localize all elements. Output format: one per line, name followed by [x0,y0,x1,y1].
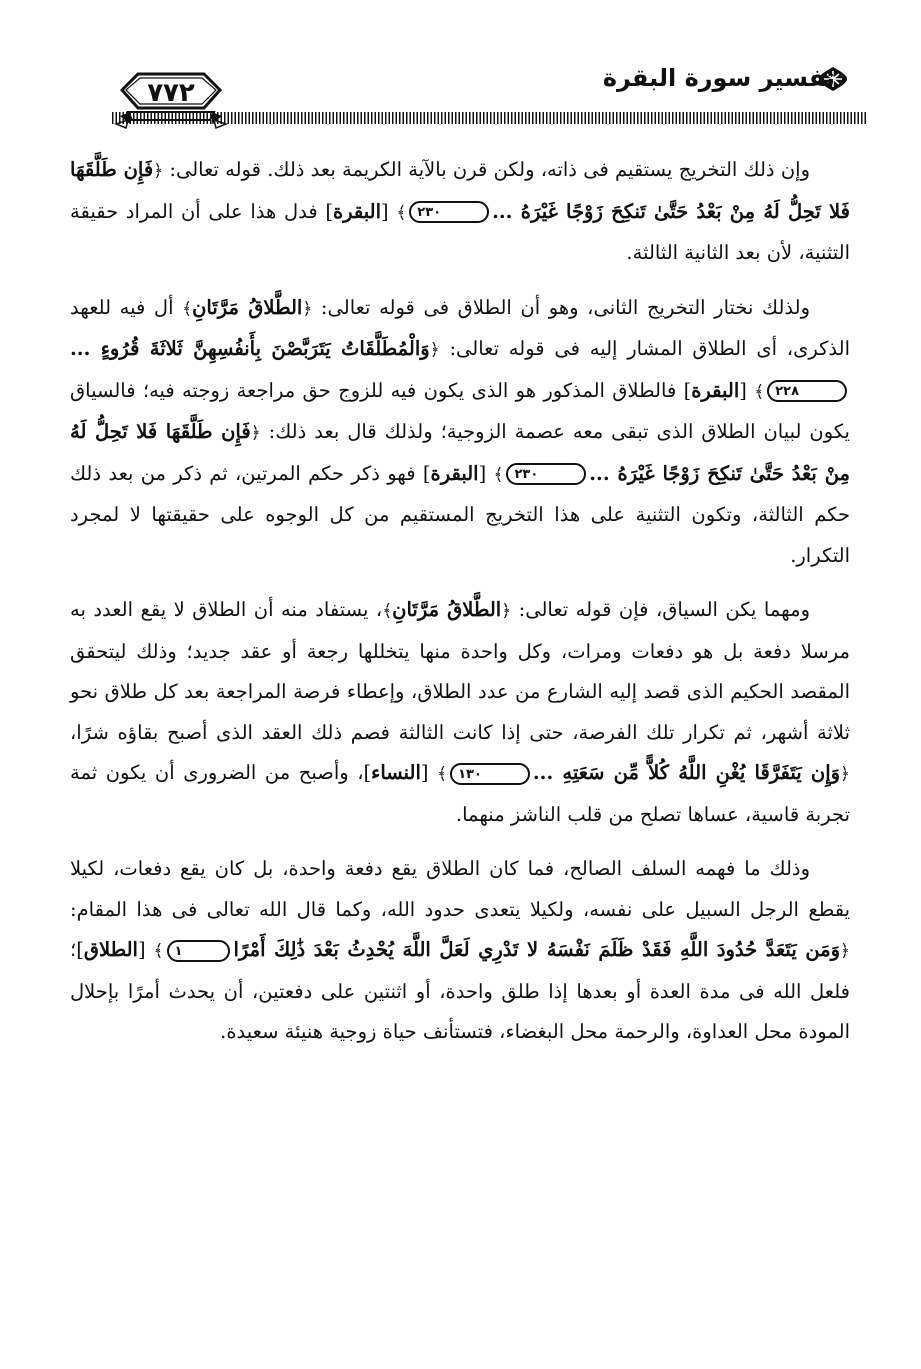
ayah-number: ٢٢٨ [767,380,847,402]
body-text: أل فيه للعهد الذكرى، أى الطلاق المشار إليه فى قوله تعالى: [70,295,850,360]
ornate-bracket: ﴿ [501,601,512,621]
body-text: ] فالطلاق المذكور هو الذى يكون فيه للزوج حق مراجعة زوجته فيه؛ فالسياق يكون لبيان الطلاق الذى تبقى معه عصمة الزوجية؛ ولذلك قال بعد ذلك: [70,378,850,443]
quran-verse: فَإِن طَلَّقَهَا فَلا تَحِلُّ لَهُ مِنْ بَعْدُ حَتَّىٰ تَنكِحَ زَوْجًا غَيْرَهُ ... [70,158,850,223]
ornate-bracket: ﴾ [754,381,765,402]
body-text: ] فدل هذا على أن المراد حقيقة التثنية، لأن بعد الثانية الثالثة. [70,199,850,264]
page-number: ٧٧٢ [147,78,195,108]
ornate-bracket: ﴾ [396,202,407,223]
body-text: وذلك ما فهمه السلف الصالح، فما كان الطلاق يقع دفعة واحدة، بل كان يقع دفعات، لكيلا يقطع الرجل السبيل على نفسه، ولكيلا يتعدى حدود الله، وكما قال الله تعالى فى هذا المقام: [70,857,850,921]
paragraph [70,849,850,1053]
body-text: وإن ذلك التخريج يستقيم فى ذاته، ولكن قرن بالآية الكريمة بعد ذلك. قوله تعالى: [163,158,810,181]
ornate-bracket: ﴾ [153,941,164,961]
quran-verse: وَالْمُطَلَّقَاتُ يَتَرَبَّصْنَ بِأَنفُسِهِنَّ ثَلاثَةَ قُرُوءٍ ... [70,337,430,360]
surah-reference: البقرة [430,461,479,485]
quran-verse: وَمَن يَتَعَدَّ حُدُودَ اللَّهِ فَقَدْ ظَلَمَ نَفْسَهُ لا تَدْرِي لَعَلَّ اللَّهَ يُحْدِثُ بَعْدَ ذَٰلِكَ أَمْرًا [233,938,841,961]
surah-reference: الطلاق [83,938,138,961]
body-text: ولذلك نختار التخريج الثانى، وهو أن الطلاق فى قوله تعالى: [312,295,811,319]
ayah-number: ١ [167,940,231,962]
ayah-number: ٢٣٠ [506,463,586,485]
body-text: [ [478,461,494,485]
running-title: تفسير سورة البقرة [602,64,835,92]
header-rule [112,112,867,124]
body-text: [ [420,761,438,784]
quran-verse: الطَّلاقُ مَرَّتَانِ [192,295,303,319]
surah-reference: البقرة [691,378,740,402]
body-text: ]، وأصبح من الضرورى أن يكون ثمة تجربة قاسية، عساها تصلح من قلب الناشز منهما. [70,761,850,826]
paragraph [70,150,850,274]
paragraph [70,590,850,835]
ornate-bracket: ﴿ [429,340,440,360]
surah-reference: البقرة [332,199,382,223]
ornate-bracket: ﴾ [182,298,193,319]
ornate-bracket: ﴾ [382,601,393,621]
ayah-number: ٢٣٠ [409,201,489,223]
ornate-bracket: ﴿ [250,423,261,443]
ornate-bracket: ﴾ [437,764,448,784]
body-text: ] فهو ذكر حكم المرتين، ثم ذكر من بعد ذلك حكم الثالثة، وتكون التثنية على هذا التخريج المستقيم من كل الوجوه على حقيقتها لا لمجرد التكرار. [70,461,850,567]
ornate-bracket: ﴿ [302,298,313,319]
body-text: ومهما يكن السياق، فإن قوله تعالى: [511,598,810,621]
quran-verse: فَإِن طَلَّقَهَا فَلا تَحِلُّ لَهُ مِنْ بَعْدُ حَتَّىٰ تَنكِحَ زَوْجًا غَيْرَهُ ... [70,420,850,485]
body-text: ]؛ فلعل الله فى مدة العدة أو بعدها إذا طلق واحدة، أو اثنتين على دفعتين، أن يحدث أمرًا بإحلال المودة محل العداوة، والرحمة محل البغضاء، فتستأنف حياة زوجية هنيئة سعيدة. [70,938,850,1043]
ornate-bracket: ﴾ [493,464,504,485]
body-text: [ [381,199,397,223]
page-header [0,0,921,150]
ayah-number: ١٣٠ [450,763,530,785]
surah-reference: النساء [371,761,421,784]
quran-verse: الطَّلاقُ مَرَّتَانِ [392,598,502,621]
ornate-bracket: ﴿ [840,764,851,784]
body-text: [ [739,378,755,402]
body-text: ، يستفاد منه أن الطلاق لا يقع العدد به مرسلا دفعة بل هو دفعات ومرات، وكل واحدة منها يتخللها رجعة أو عقد جديد؛ وذلك ليتحقق المقصد الحكيم الذى قصد إليه الشارع من عدد الطلاق، وإعطاء فرصة المراجعة بعد كل طلاق نحو ثلاثة أشهر، ثم تكرار تلك الفرصة، حتى إذا كانت الثالثة فصم ذلك العقد الذى أصبح بقاؤه شرًا، [70,598,850,744]
ornate-bracket: ﴿ [153,161,164,181]
body-text: [ [137,938,154,961]
page-body [70,150,850,1067]
quran-verse: وَإِن يَتَفَرَّقَا يُغْنِ اللَّهُ كُلاًّ مِّن سَعَتِهِ ... [532,761,841,784]
paragraph [70,288,850,577]
ornate-bracket: ﴿ [840,941,850,961]
